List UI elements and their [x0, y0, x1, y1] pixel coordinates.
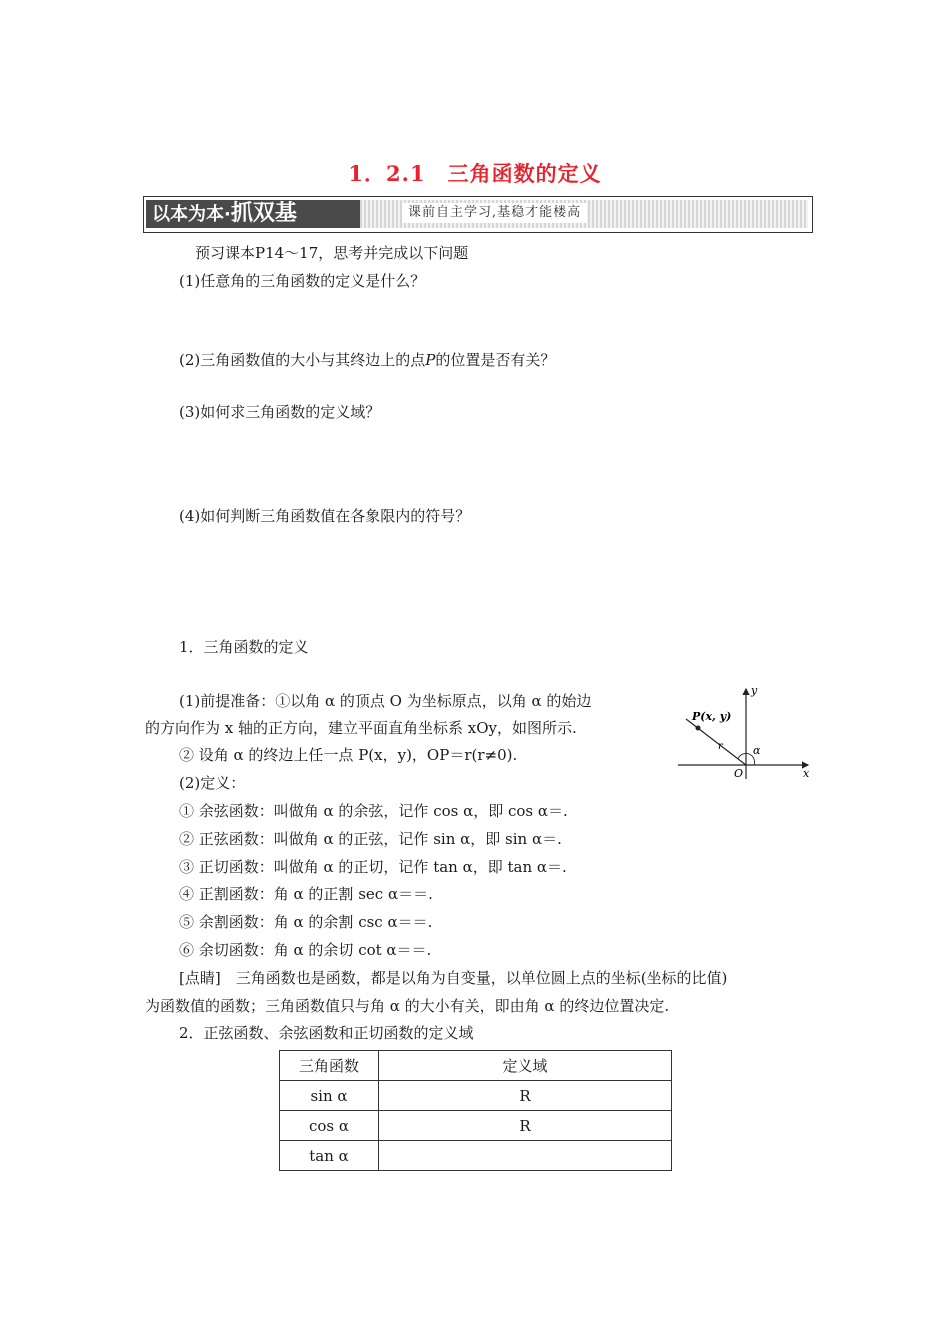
domain-table [279, 1050, 672, 1171]
section2-heading: 2．正弦函数、余弦函数和正切函数的定义域 [179, 1024, 474, 1042]
note-line-1: [点睛] 三角函数也是函数，都是以角为自变量，以单位圆上点的坐标(坐标的比值) [179, 969, 728, 987]
table-cell-domain [379, 1141, 672, 1171]
table-header-function: 三角函数 [280, 1051, 379, 1081]
question-2-part-a: (2)三角函数值的大小与其终边上的点 [179, 351, 426, 369]
question-2-part-b: 的位置是否有关？ [435, 351, 556, 369]
def-csc: ⑤ 余割函数：角 α 的余割 csc α＝＝. [179, 913, 433, 931]
def-tan: ③ 正切函数：叫做角 α 的正切，记作 tan α，即 tan α＝. [179, 858, 567, 876]
coordinate-figure [672, 683, 822, 783]
premise-line-2: 的方向作为 x 轴的正方向，建立平面直角坐标系 xOy，如图所示. [145, 719, 577, 737]
question-4: (4)如何判断三角函数值在各象限内的符号？ [179, 507, 471, 525]
table-cell-domain: R [379, 1081, 672, 1111]
y-axis-label: y [751, 684, 758, 697]
origin-label: O [734, 767, 744, 780]
table-row [280, 1081, 672, 1111]
def-cos: ① 余弦函数：叫做角 α 的余弦，记作 cos α，即 cos α＝. [179, 802, 568, 820]
table-header-domain: 定义域 [379, 1051, 672, 1081]
x-axis-label: x [803, 767, 810, 780]
table-header-row [280, 1051, 672, 1081]
banner-label-main: 以本为本· [152, 204, 231, 225]
banner-slogan: 课前自主学习,基稳才能楼高 [402, 203, 587, 223]
question-3: (3)如何求三角函数的定义域？ [179, 403, 381, 421]
premise-line-3: ② 设角 α 的终边上任一点 P(x，y)，OP＝r(r≠0). [179, 746, 518, 764]
point-label: P(x, y) [692, 710, 732, 723]
def-cot: ⑥ 余切函数：角 α 的余切 cot α＝＝. [179, 941, 432, 959]
radius-label: r [718, 741, 723, 752]
angle-label: α [753, 744, 761, 757]
banner-label [146, 200, 360, 228]
question-2-point: P [425, 351, 436, 369]
section1-heading: 1．三角函数的定义 [179, 638, 309, 656]
note-line-2: 为函数值的函数；三角函数值只与角 α 的大小有关，即由角 α 的终边位置决定. [145, 997, 670, 1015]
terminal-side [686, 719, 746, 765]
table-cell-domain: R [379, 1111, 672, 1141]
point-p [696, 726, 701, 731]
def-sec: ④ 正割函数：角 α 的正割 sec α＝＝. [179, 885, 433, 903]
table-row [280, 1141, 672, 1171]
def-sin: ② 正弦函数：叫做角 α 的正弦，记作 sin α，即 sin α＝. [179, 830, 562, 848]
definition-heading: (2)定义： [179, 774, 246, 792]
preview-intro: 预习课本P14～17，思考并完成以下问题 [195, 244, 469, 262]
question-1: (1)任意角的三角函数的定义是什么？ [179, 272, 426, 290]
table-row [280, 1111, 672, 1141]
page-title: 1．2.1 三角函数的定义 [348, 161, 602, 186]
banner-label-bold: 抓双基 [230, 201, 297, 226]
premise-line-1: (1)前提准备：①以角 α 的顶点 O 为坐标原点，以角 α 的始边 [179, 692, 592, 710]
table-cell-function: sin α [280, 1081, 379, 1111]
section-banner [143, 196, 813, 233]
table-cell-function: cos α [280, 1111, 379, 1141]
table-cell-function: tan α [280, 1141, 379, 1171]
question-2 [179, 350, 555, 370]
